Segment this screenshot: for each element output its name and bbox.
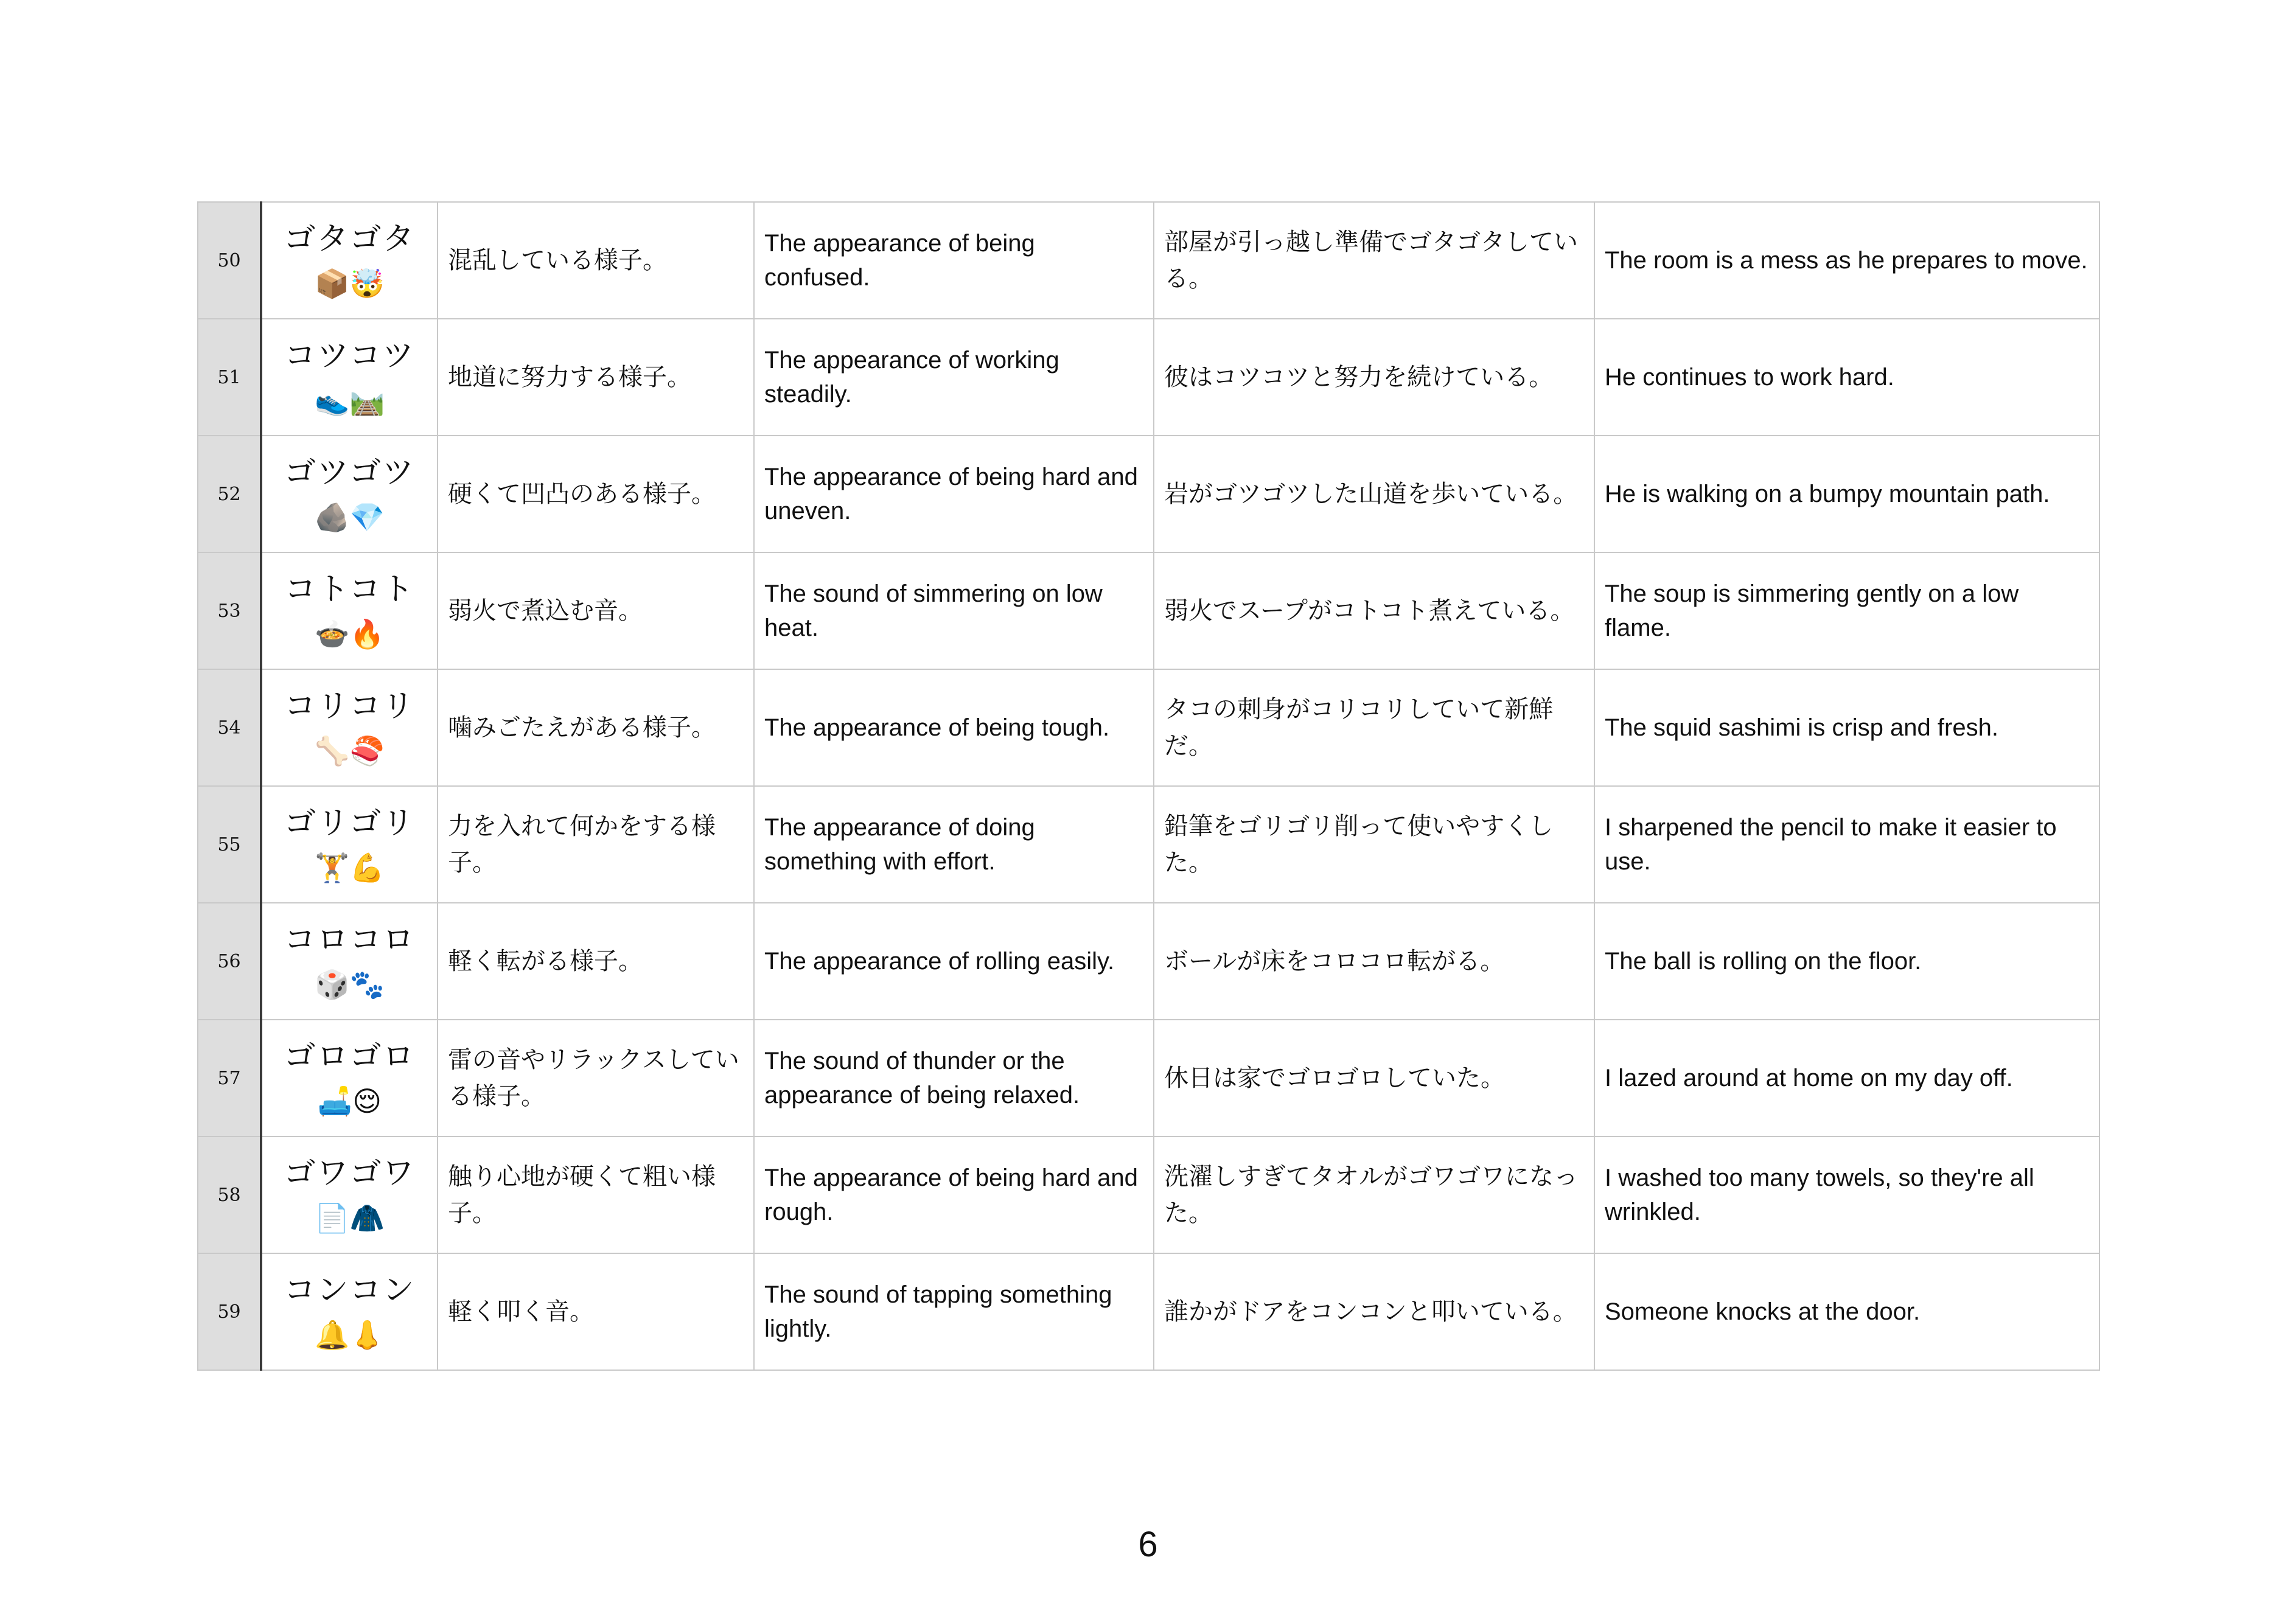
table-row: [198, 436, 2099, 552]
row-number: 54: [198, 669, 261, 786]
japanese-meaning: 軽く転がる様子。: [438, 903, 754, 1020]
english-example: He continues to work hard.: [1594, 319, 2099, 436]
english-example: I lazed around at home on my day off.: [1594, 1020, 2099, 1136]
japanese-meaning: 噛みごたえがある様子。: [438, 669, 754, 786]
emoji-illustration: 📦🤯: [315, 267, 385, 300]
emoji-illustration: 🪨💎: [315, 501, 385, 534]
table-row: [198, 1136, 2099, 1253]
japanese-meaning: 混乱している様子。: [438, 202, 754, 319]
japanese-meaning: 弱火で煮込む音。: [438, 552, 754, 669]
table-row: [198, 202, 2099, 319]
row-number: 53: [198, 552, 261, 669]
english-example: The ball is rolling on the floor.: [1594, 903, 2099, 1020]
row-number: 58: [198, 1136, 261, 1253]
japanese-meaning: 硬くて凹凸のある様子。: [438, 436, 754, 552]
onomatopoeia-word: コツコツ: [284, 338, 415, 374]
emoji-illustration: 👟🛤️: [315, 384, 385, 417]
japanese-meaning: 軽く叩く音。: [438, 1253, 754, 1370]
english-example: I washed too many towels, so they're all wrinkled.: [1594, 1136, 2099, 1253]
word-cell: [261, 1253, 438, 1370]
japanese-example: タコの刺身がコリコリしていて新鮮だ。: [1154, 669, 1594, 786]
english-meaning: The sound of tapping something lightly.: [754, 1253, 1154, 1370]
onomatopoeia-word: ゴワゴワ: [284, 1155, 416, 1192]
emoji-illustration: 🦴🍣: [315, 734, 385, 767]
english-example: He is walking on a bumpy mountain path.: [1594, 436, 2099, 552]
english-meaning: The appearance of being confused.: [754, 202, 1154, 319]
table-row: [198, 552, 2099, 669]
row-number: 52: [198, 436, 261, 552]
table-row: [198, 319, 2099, 436]
onomatopoeia-table: [197, 201, 2100, 1371]
english-example: The squid sashimi is crisp and fresh.: [1594, 669, 2099, 786]
japanese-meaning: 地道に努力する様子。: [438, 319, 754, 436]
english-example: Someone knocks at the door.: [1594, 1253, 2099, 1370]
table-row: [198, 786, 2099, 903]
onomatopoeia-word: ゴリゴリ: [284, 805, 415, 841]
table-body: [198, 202, 2099, 1370]
emoji-illustration: 🛋️😌: [317, 1085, 382, 1118]
japanese-example: 岩がゴツゴツした山道を歩いている。: [1154, 436, 1594, 552]
japanese-example: 彼はコツコツと努力を続けている。: [1154, 319, 1594, 436]
word-cell: [261, 202, 438, 319]
emoji-illustration: 🎲🐾: [315, 968, 385, 1001]
english-meaning: The appearance of working steadily.: [754, 319, 1154, 436]
english-meaning: The appearance of doing something with effort.: [754, 786, 1154, 903]
onomatopoeia-word: コトコト: [284, 571, 415, 608]
onomatopoeia-word: コンコン: [284, 1272, 416, 1309]
english-meaning: The appearance of being hard and uneven.: [754, 436, 1154, 552]
word-cell: [261, 436, 438, 552]
row-number: 59: [198, 1253, 261, 1370]
english-meaning: The appearance of being tough.: [754, 669, 1154, 786]
japanese-example: 弱火でスープがコトコト煮えている。: [1154, 552, 1594, 669]
onomatopoeia-word: ゴロゴロ: [284, 1039, 416, 1075]
onomatopoeia-word: コロコロ: [284, 922, 416, 958]
english-meaning: The sound of simmering on low heat.: [754, 552, 1154, 669]
japanese-example: 洗濯しすぎてタオルがゴワゴワになった。: [1154, 1136, 1594, 1253]
japanese-example: ボールが床をコロコロ転がる。: [1154, 903, 1594, 1020]
row-number: 55: [198, 786, 261, 903]
english-meaning: The appearance of being hard and rough.: [754, 1136, 1154, 1253]
word-cell: [261, 319, 438, 436]
table-row: [198, 669, 2099, 786]
table-row: [198, 1253, 2099, 1370]
onomatopoeia-word: ゴツゴツ: [284, 454, 415, 491]
japanese-example: 休日は家でゴロゴロしていた。: [1154, 1020, 1594, 1136]
table-row: [198, 1020, 2099, 1136]
word-cell: [261, 786, 438, 903]
japanese-meaning: 雷の音やリラックスしている様子。: [438, 1020, 754, 1136]
page-number: 6: [1138, 1525, 1158, 1564]
english-meaning: The sound of thunder or the appearance of being relaxed.: [754, 1020, 1154, 1136]
emoji-illustration: 🏋️💪: [315, 851, 385, 884]
japanese-example: 鉛筆をゴリゴリ削って使いやすくした。: [1154, 786, 1594, 903]
onomatopoeia-word: ゴタゴタ: [284, 221, 416, 257]
japanese-example: 部屋が引っ越し準備でゴタゴタしている。: [1154, 202, 1594, 319]
word-cell: [261, 903, 438, 1020]
table-row: [198, 903, 2099, 1020]
word-cell: [261, 552, 438, 669]
english-example: The soup is simmering gently on a low flame.: [1594, 552, 2099, 669]
japanese-meaning: 力を入れて何かをする様子。: [438, 786, 754, 903]
english-meaning: The appearance of rolling easily.: [754, 903, 1154, 1020]
onomatopoeia-word: コリコリ: [284, 688, 415, 725]
row-number: 50: [198, 202, 261, 319]
english-example: I sharpened the pencil to make it easier to use.: [1594, 786, 2099, 903]
english-example: The room is a mess as he prepares to move.: [1594, 202, 2099, 319]
japanese-meaning: 触り心地が硬くて粗い様子。: [438, 1136, 754, 1253]
emoji-illustration: 📄🧥: [315, 1202, 385, 1234]
word-cell: [261, 1020, 438, 1136]
emoji-illustration: 🔔👃: [315, 1318, 385, 1351]
emoji-illustration: 🍲🔥: [315, 618, 385, 650]
row-number: 51: [198, 319, 261, 436]
row-number: 57: [198, 1020, 261, 1136]
word-cell: [261, 1136, 438, 1253]
word-cell: [261, 669, 438, 786]
row-number: 56: [198, 903, 261, 1020]
japanese-example: 誰かがドアをコンコンと叩いている。: [1154, 1253, 1594, 1370]
